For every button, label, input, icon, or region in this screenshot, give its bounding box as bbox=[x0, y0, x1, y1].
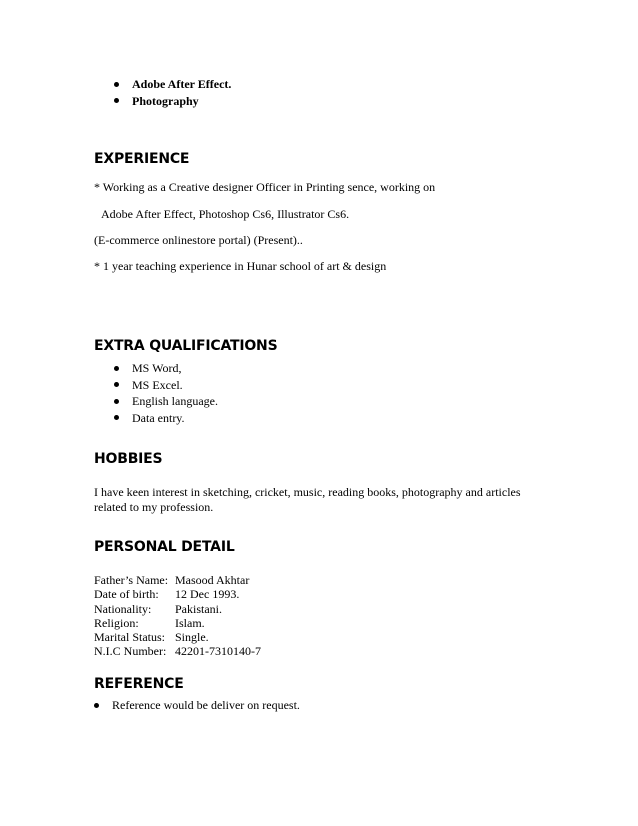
bullet-icon bbox=[114, 415, 119, 420]
experience-line: * Working as a Creative designer Officer in Printing sence, working on bbox=[94, 180, 436, 194]
reference-heading: REFERENCE bbox=[94, 676, 184, 692]
detail-row bbox=[94, 587, 261, 601]
list-item: Photography bbox=[114, 93, 231, 110]
detail-label: Father’s Name: bbox=[94, 573, 169, 587]
bullet-icon bbox=[114, 399, 119, 404]
list-item: Adobe After Effect. bbox=[114, 76, 231, 93]
detail-row bbox=[94, 573, 261, 587]
detail-value: Masood Akhtar bbox=[175, 573, 250, 587]
list-item: Reference would be deliver on request. bbox=[94, 697, 300, 714]
hobbies-text: I have keen interest in sketching, cricket, music, reading books, photography and articles related to my profession. bbox=[94, 485, 521, 514]
bullet-icon bbox=[114, 382, 119, 387]
list-item: Data entry. bbox=[114, 410, 218, 427]
extra-qualifications-heading: EXTRA QUALIFICATIONS bbox=[94, 338, 278, 354]
experience-line: * 1 year teaching experience in Hunar school of art & design bbox=[94, 259, 387, 273]
experience-line: (E-commerce onlinestore portal) (Present).. bbox=[94, 233, 303, 247]
detail-value: Islam. bbox=[175, 615, 205, 630]
personal-detail-table bbox=[94, 573, 261, 659]
list-item: English language. bbox=[114, 393, 218, 410]
bullet-icon bbox=[114, 98, 119, 103]
qualifications-list bbox=[114, 360, 218, 426]
hobbies-heading: HOBBIES bbox=[94, 451, 163, 467]
detail-row bbox=[94, 616, 261, 630]
personal-detail-heading: PERSONAL DETAIL bbox=[94, 539, 235, 555]
detail-value: Pakistani. bbox=[175, 601, 222, 616]
detail-row bbox=[94, 644, 261, 658]
detail-value: 12 Dec 1993. bbox=[175, 587, 240, 602]
detail-label: N.I.C Number: bbox=[94, 644, 167, 659]
detail-row bbox=[94, 630, 261, 644]
skills-list bbox=[114, 76, 231, 109]
detail-label: Marital Status: bbox=[94, 630, 165, 645]
list-item: MS Word, bbox=[114, 360, 218, 377]
detail-label: Religion: bbox=[94, 615, 139, 630]
bullet-icon bbox=[114, 82, 119, 87]
detail-label: Date of birth: bbox=[94, 587, 159, 602]
detail-row bbox=[94, 602, 261, 616]
detail-label: Nationality: bbox=[94, 601, 152, 616]
detail-value: Single. bbox=[175, 630, 209, 645]
detail-value: 42201-7310140-7 bbox=[175, 644, 261, 659]
bullet-icon bbox=[114, 366, 119, 371]
bullet-icon bbox=[94, 703, 99, 708]
reference-list bbox=[94, 697, 300, 714]
experience-line: Adobe After Effect, Photoshop Cs6, Illustrator Cs6. bbox=[101, 207, 350, 221]
experience-heading: EXPERIENCE bbox=[94, 151, 190, 167]
list-item: MS Excel. bbox=[114, 377, 218, 394]
